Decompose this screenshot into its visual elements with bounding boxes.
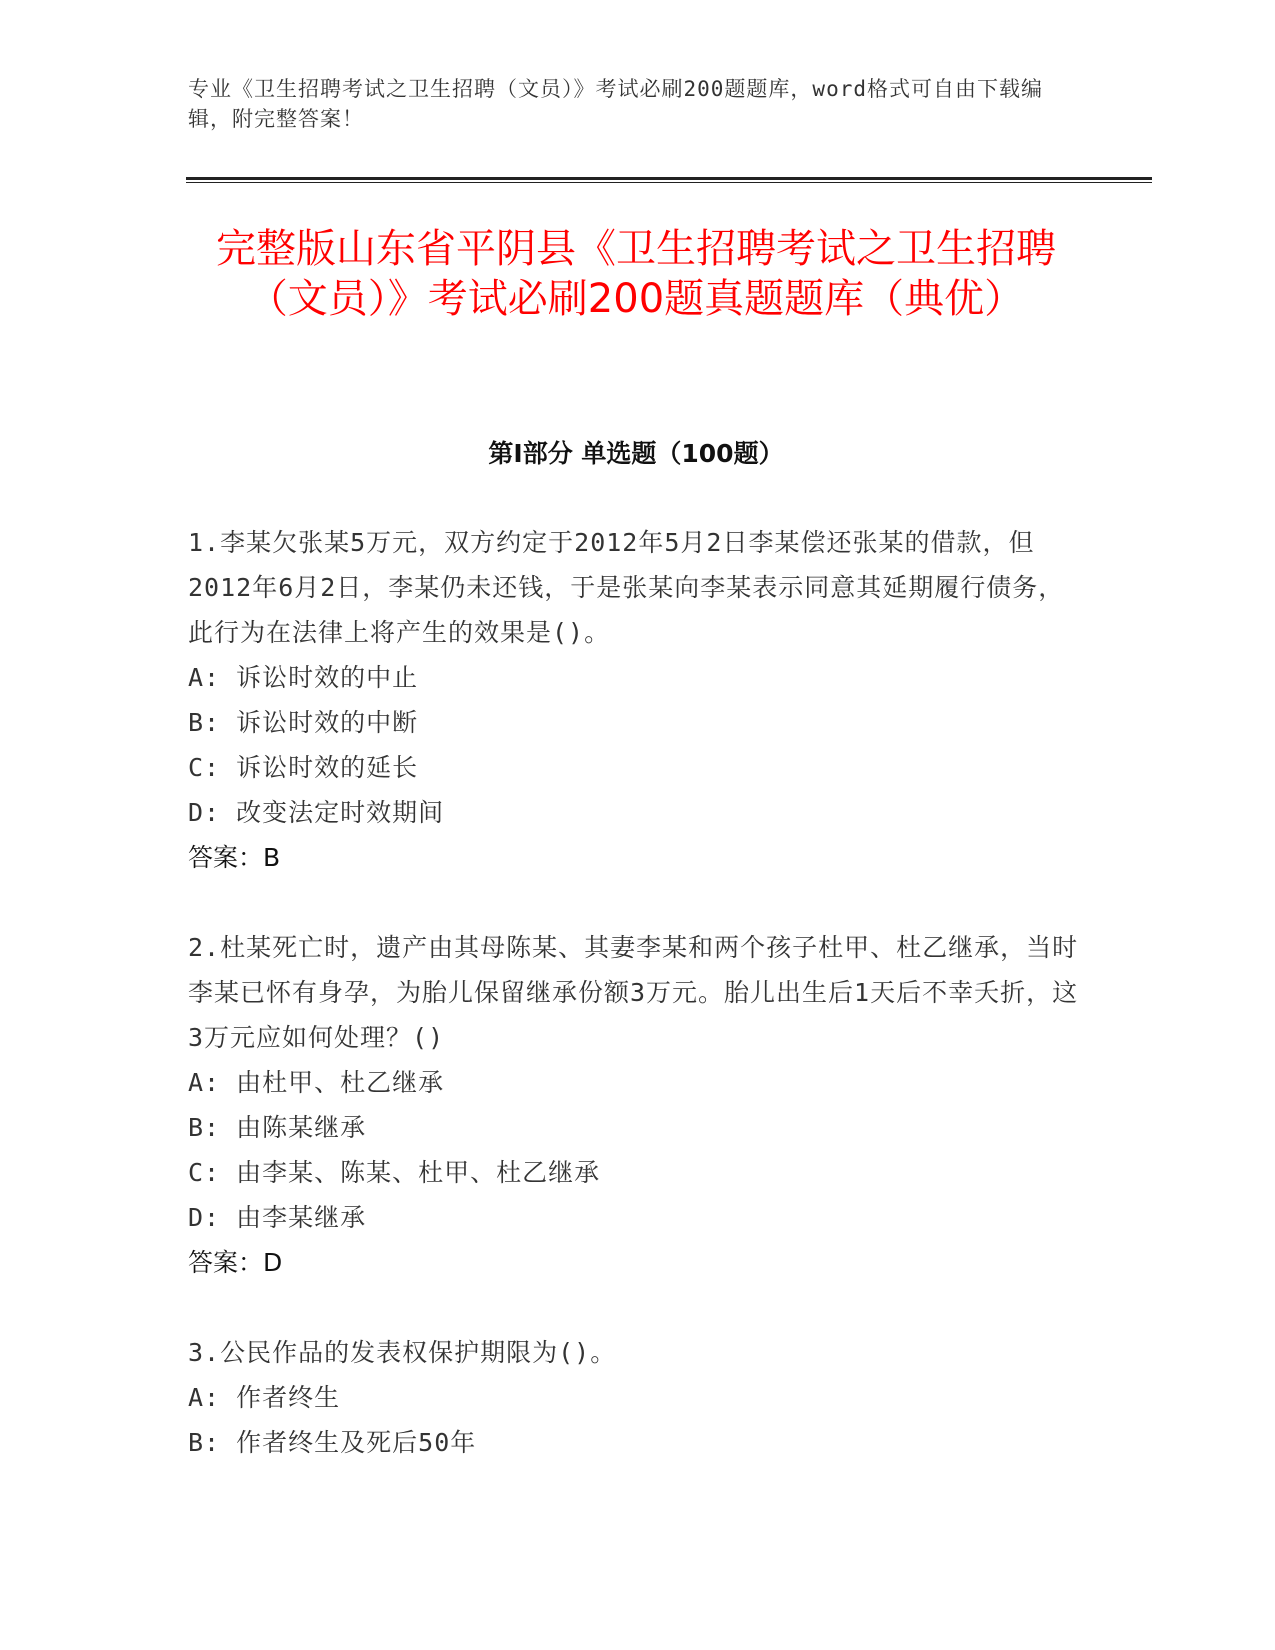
question-list	[188, 520, 1088, 1510]
header-note: 专业《卫生招聘考试之卫生招聘（文员）》考试必刷200题题库，word格式可自由下载编辑，附完整答案！	[188, 77, 1043, 131]
header-rule-thin	[186, 182, 1152, 183]
question-2	[188, 925, 1088, 1285]
option-d: D: 由李某继承	[188, 1203, 367, 1232]
option-b: B: 作者终生及死后50年	[188, 1428, 477, 1457]
answer: 答案：B	[188, 843, 281, 872]
option-d: D: 改变法定时效期间	[188, 798, 445, 827]
question-stem: 1.李某欠张某5万元，双方约定于2012年5月2日李某偿还张某的借款，但2012年6月2日，李某仍未还钱，于是张某向李某表示同意其延期履行债务，此行为在法律上将产生的效果是()。	[188, 528, 1065, 647]
option-a: A: 诉讼时效的中止	[188, 663, 419, 692]
option-c: C: 诉讼时效的延长	[188, 753, 419, 782]
option-c: C: 由李某、陈某、杜甲、杜乙继承	[188, 1158, 601, 1187]
question-1	[188, 520, 1088, 880]
question-stem: 3.公民作品的发表权保护期限为()。	[188, 1338, 617, 1367]
section-title: 第I部分 单选题（100题）	[488, 439, 784, 468]
question-stem: 2.杜某死亡时，遗产由其母陈某、其妻李某和两个孩子杜甲、杜乙继承，当时李某已怀有身孕，为胎儿保留继承份额3万元。胎儿出生后1天后不幸夭折，这3万元应如何处理？()	[188, 933, 1079, 1052]
document-title: 完整版山东省平阴县《卫生招聘考试之卫生招聘（文员）》考试必刷200题真题题库（典优）	[216, 226, 1056, 322]
question-3	[188, 1330, 1088, 1465]
option-a: A: 由杜甲、杜乙继承	[188, 1068, 445, 1097]
option-a: A: 作者终生	[188, 1383, 341, 1412]
option-b: B: 由陈某继承	[188, 1113, 367, 1142]
header-rule	[186, 177, 1152, 180]
option-b: B: 诉讼时效的中断	[188, 708, 419, 737]
answer: 答案：D	[188, 1248, 283, 1277]
